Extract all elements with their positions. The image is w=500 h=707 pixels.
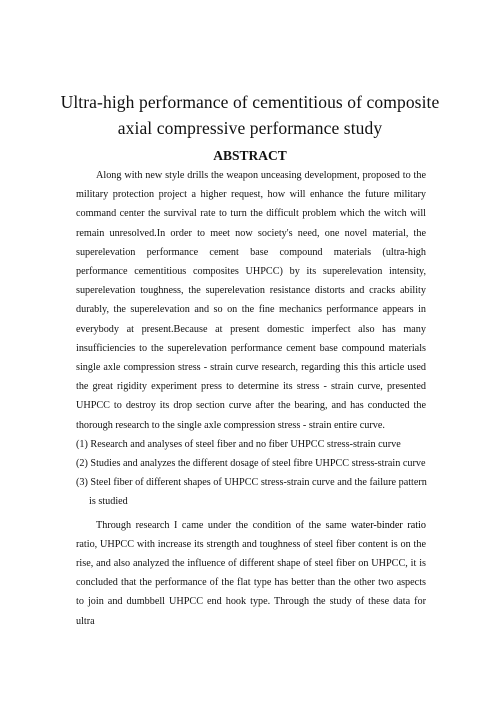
abstract-heading: ABSTRACT (213, 148, 287, 163)
paragraph-2-start: Through research I came under the condition of the same (96, 519, 351, 531)
list-item-2: (2) Studies and analyzes the different dosage of steel fibre UHPCC stress-strain curve (76, 458, 426, 470)
list-item-3-continuation: is studied (89, 496, 128, 508)
abstract-body (76, 166, 426, 631)
list-item-1: (1) Research and analyses of steel fiber and no fiber UHPCC stress-strain curve (76, 438, 401, 450)
title-line-2: axial compressive performance study (117, 118, 383, 138)
abstract-paragraph-2 (76, 516, 426, 631)
list-item-3: (3) Steel fiber of different shapes of UHPCC stress-strain curve and the failure pattern (76, 477, 427, 489)
paragraph-2-phrase: water-binder ratio (350, 519, 426, 531)
paragraph-2-rest: ratio, UHPCC with increase its strength and toughness of steel fiber content is on the rise, and also analyzed the influence of different shape of steel fiber on UHPCC, it is concluded that the performance of the flat type has better than the other two aspects to join and dumbbell UHPCC end hook type. Through the study of these data for ultra (76, 538, 426, 627)
abstract-paragraph-1: Along with new style drills the weapon unceasing development, proposed to the military protection project a higher request, how will enhance the future military command center the survival rate to turn the difficult problem which the witch will remain unresolved.In order to meet now society's need, one novel material, the superelevation performance cement base compound materials (ultra-high performance cementitious composites UHPCC) by its superelevation intensity, superelevation toughness, the superelevation resistance distorts and cracks ability durably, the superelevation and so on the fine mechanics performance appears in everybody at present.Because at present domestic imperfect also has many insufficiencies to the superelevation performance cement base compound materials single axle compression stress - strain curve research, regarding this this article used the great rigidity experiment press to determine its stress - strain curve, presented UHPCC to destroy its drop section curve after the bearing, and has conducted the thorough research to the single axle compression stress - strain entire curve. (76, 170, 426, 431)
title-line-1: Ultra-high performance of cementitious of composite (60, 92, 440, 112)
